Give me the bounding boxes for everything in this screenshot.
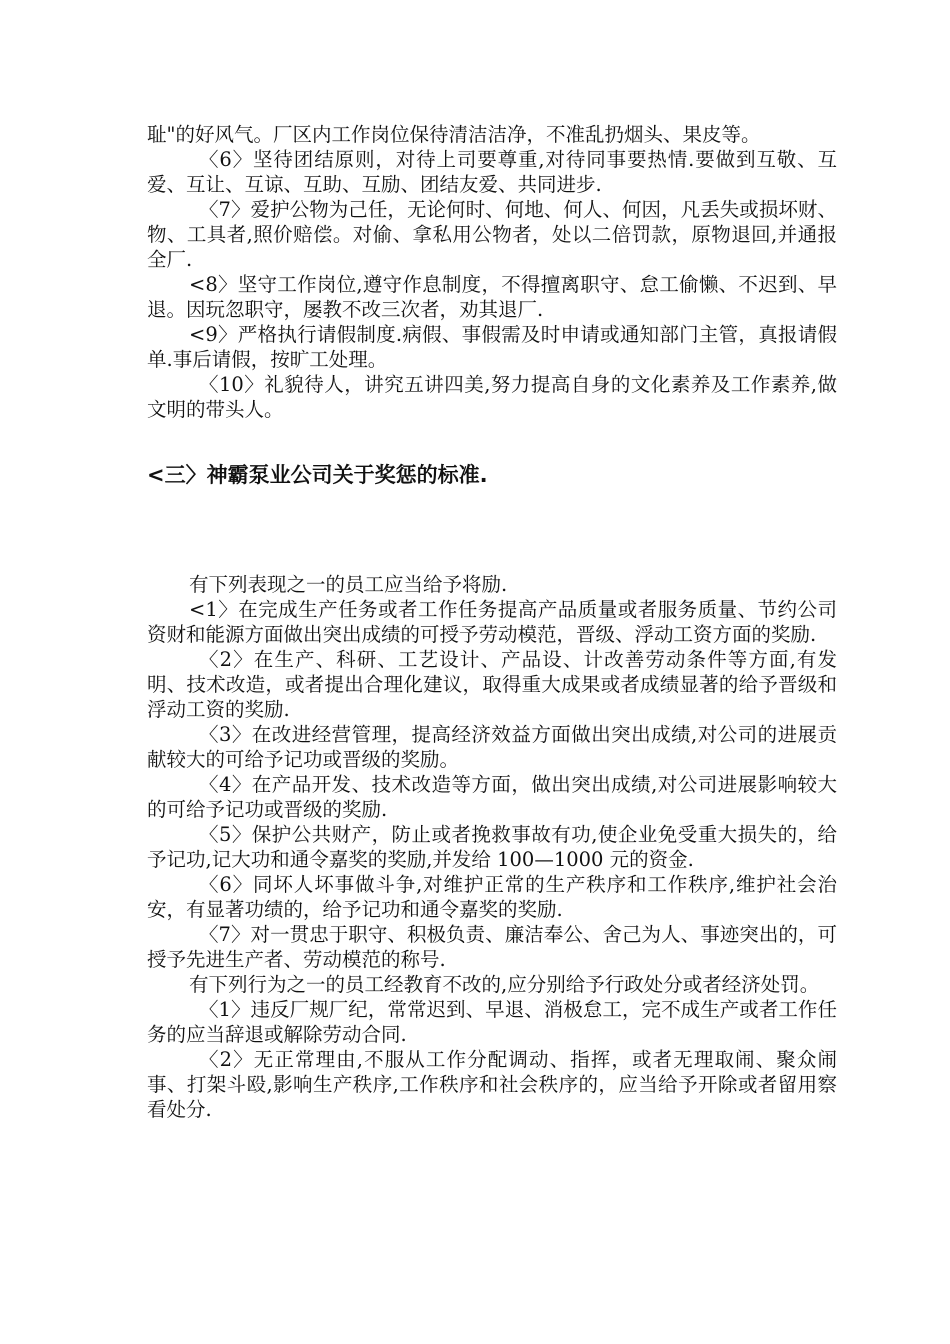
paragraph: <9〉严格执行请假制度.病假、事假需及时申请或通知部门主管，真报请假单.事后请假，按旷工处理。: [147, 323, 837, 371]
paragraph: 〈3〉在改进经营管理，提高经济效益方面做出突出成绩,对公司的进展贡献较大的可给予记功或晋级的奖励。: [147, 723, 837, 771]
paragraph: 有下列行为之一的员工经教育不改的,应分别给予行政处分或者经济处罚。: [189, 973, 820, 996]
paragraph: 〈6〉坚待团结原则，对待上司要尊重,对待同事要热情.要做到互敬、互爱、互让、互谅、互助、互励、团结友爱、共同进步.: [147, 148, 837, 196]
paragraph: <1〉在完成生产任务或者工作任务提高产品质量或者服务质量、节约公司资财和能源方面做出突出成绩的可授予劳动模范，晋级、浮动工资方面的奖励.: [147, 598, 837, 646]
paragraph: 〈2〉无正常理由,不服从工作分配调动、指挥，或者无理取闹、聚众闹事、打架斗殴,影响生产秩序,工作秩序和社会秩序的，应当给予开除或者留用察看处分.: [147, 1048, 837, 1121]
rewards-penalties-section: [147, 572, 837, 1122]
section-heading: <三〉神霸泵业公司关于奖惩的标准.: [147, 463, 488, 487]
paragraph: 〈4〉在产品开发、技术改造等方面，做出突出成绩,对公司进展影响较大的可给予记功或晋级的奖励.: [147, 773, 837, 821]
paragraph: 〈5〉保护公共财产，防止或者挽救事故有功,使企业免受重大损失的，给予记功,记大功和通令嘉奖的奖励,并发给 100—1000 元的资金.: [147, 823, 837, 871]
paragraph: 〈7〉对一贯忠于职守、积极负责、廉洁奉公、舍己为人、事迹突出的，可授予先进生产者、劳动模范的称号.: [147, 923, 837, 971]
paragraph: 耻"的好风气。厂区内工作岗位保待清洁洁净，不准乱扔烟头、果皮等。: [147, 123, 761, 146]
paragraph: 〈2〉在生产、科研、工艺设计、产品设、计改善劳动条件等方面,有发明、技术改造，或者提出合理化建议，取得重大成果或者成绩显著的给予晋级和浮动工资的奖励.: [147, 648, 837, 721]
paragraph: 〈10〉礼貌待人，讲究五讲四美,努力提高自身的文化素养及工作素养,做文明的带头人。: [147, 373, 837, 421]
document-body: [147, 122, 837, 1122]
paragraph: 〈1〉违反厂规厂纪，常常迟到、早退、消极怠工，完不成生产或者工作任务的应当辞退或解除劳动合同.: [147, 998, 837, 1046]
paragraph: <8〉坚守工作岗位,遵守作息制度，不得擅离职守、怠工偷懒、不迟到、早退。因玩忽职守，屡教不改三次者，劝其退厂.: [147, 273, 837, 321]
paragraph: 〈7〉爱护公物为己任，无论何时、何地、何人、何因，凡丢失或损坏财、物、工具者,照价赔偿。对偷、拿私用公物者，处以二倍罚款，原物退回,并通报全厂.: [147, 198, 837, 271]
paragraph: 有下列表现之一的员工应当给予将励.: [189, 573, 508, 596]
rules-section: [147, 122, 837, 422]
paragraph: 〈6〉同坏人坏事做斗争,对维护正常的生产秩序和工作秩序,维护社会治安，有显著功绩的，给予记功和通令嘉奖的奖励.: [147, 873, 837, 921]
